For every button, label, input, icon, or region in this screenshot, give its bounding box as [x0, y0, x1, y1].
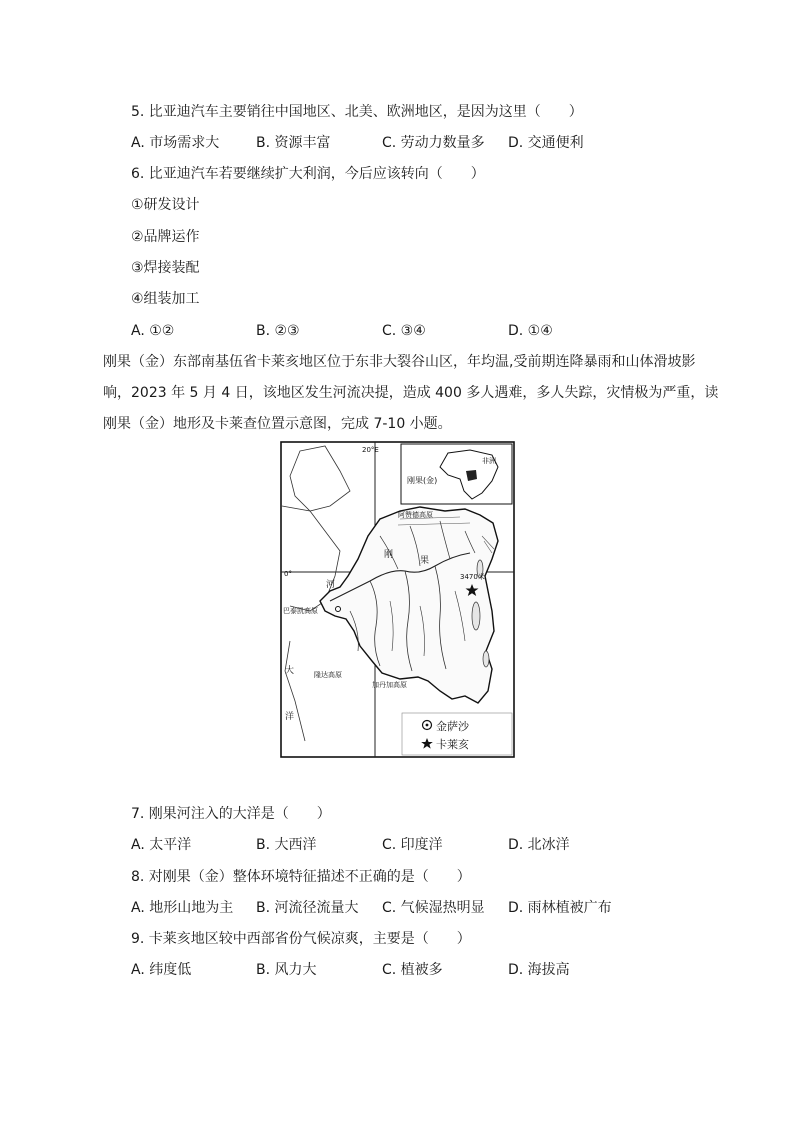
question-9-stem: 9. 卡莱亥地区较中西部省份气候凉爽，主要是（ ）: [131, 931, 471, 947]
q6-item-1: ①研发设计: [131, 197, 200, 213]
label-river-char-3: 果: [420, 556, 430, 566]
label-elevation: 3470米: [460, 573, 485, 581]
passage-line-3: 刚果（金）地形及卡莱查位置示意图，完成 7-10 小题。: [103, 416, 452, 432]
q6-item-4: ④组装加工: [131, 291, 200, 307]
congo-terrain-map: [280, 441, 515, 758]
kinshasa-map-symbol-icon: [336, 607, 341, 612]
q6-option-d[interactable]: D. ①④: [508, 323, 553, 339]
question-7-stem: 7. 刚果河注入的大洋是（ ）: [131, 806, 331, 822]
q7-option-d[interactable]: D. 北冰洋: [508, 837, 570, 853]
q6-item-2: ②品牌运作: [131, 229, 200, 245]
q8-option-a[interactable]: A. 地形山地为主: [131, 900, 234, 916]
meridian-label: 20°E: [362, 446, 379, 454]
q9-option-c[interactable]: C. 植被多: [382, 962, 443, 978]
q8-option-d[interactable]: D. 雨林植被广布: [508, 900, 612, 916]
q6-item-3: ③焊接装配: [131, 260, 200, 276]
inset-country-label: 刚果(金): [407, 476, 438, 485]
q9-option-d[interactable]: D. 海拔高: [508, 962, 570, 978]
q7-option-a[interactable]: A. 太平洋: [131, 837, 192, 853]
question-6-stem: 6. 比亚迪汽车若要继续扩大利润，今后应该转向（ ）: [131, 166, 485, 182]
q5-option-c[interactable]: C. 劳动力数量多: [382, 135, 485, 151]
question-5-stem: 5. 比亚迪汽车主要销往中国地区、北美、欧洲地区，是因为这里（ ）: [131, 104, 583, 120]
q7-option-c[interactable]: C. 印度洋: [382, 837, 443, 853]
q8-option-c[interactable]: C. 气候湿热明显: [382, 900, 485, 916]
equator-label: 0°: [284, 570, 292, 578]
label-river-char-1: 河: [326, 580, 336, 590]
label-ocean-char-2: 洋: [285, 712, 295, 722]
label-north-plateau: 阿赞德高原: [398, 511, 433, 519]
q8-option-b[interactable]: B. 河流径流量大: [256, 900, 359, 916]
question-8-stem: 8. 对刚果（金）整体环境特征描述不正确的是（ ）: [131, 869, 471, 885]
legend-label-kalehe: 卡莱亥: [436, 738, 469, 751]
passage-line-2: 响，2023 年 5 月 4 日，该地区发生河流决提，造成 400 多人遇难，多人失踪，灾情极为严重，读: [103, 385, 719, 401]
q5-option-d[interactable]: D. 交通便利: [508, 135, 584, 151]
passage-line-1: 刚果（金）东部南基伍省卡莱亥地区位于东非大裂谷山区，年均温,受前期连降暴雨和山体滑坡影: [103, 354, 696, 370]
label-south-plateau: 隆达高原: [314, 671, 342, 679]
legend-label-kinshasa: 金萨沙: [436, 720, 469, 733]
q6-option-b[interactable]: B. ②③: [256, 323, 300, 339]
label-southeast-plateau: 加丹加高原: [372, 681, 407, 689]
q6-option-a[interactable]: A. ①②: [131, 323, 175, 339]
q9-option-b[interactable]: B. 风力大: [256, 962, 317, 978]
q5-option-b[interactable]: B. 资源丰富: [256, 135, 331, 151]
label-west-plateau: 巴泰凯高原: [283, 607, 318, 615]
q5-option-a[interactable]: A. 市场需求大: [131, 135, 220, 151]
q6-option-c[interactable]: C. ③④: [382, 323, 426, 339]
inset-continent-label: 非洲: [482, 457, 496, 465]
passage-intro: [103, 347, 719, 440]
q7-option-b[interactable]: B. 大西洋: [256, 837, 317, 853]
q9-option-a[interactable]: A. 纬度低: [131, 962, 192, 978]
label-river-char-2: 刚: [384, 550, 394, 560]
label-ocean-char-1: 大: [285, 666, 295, 676]
